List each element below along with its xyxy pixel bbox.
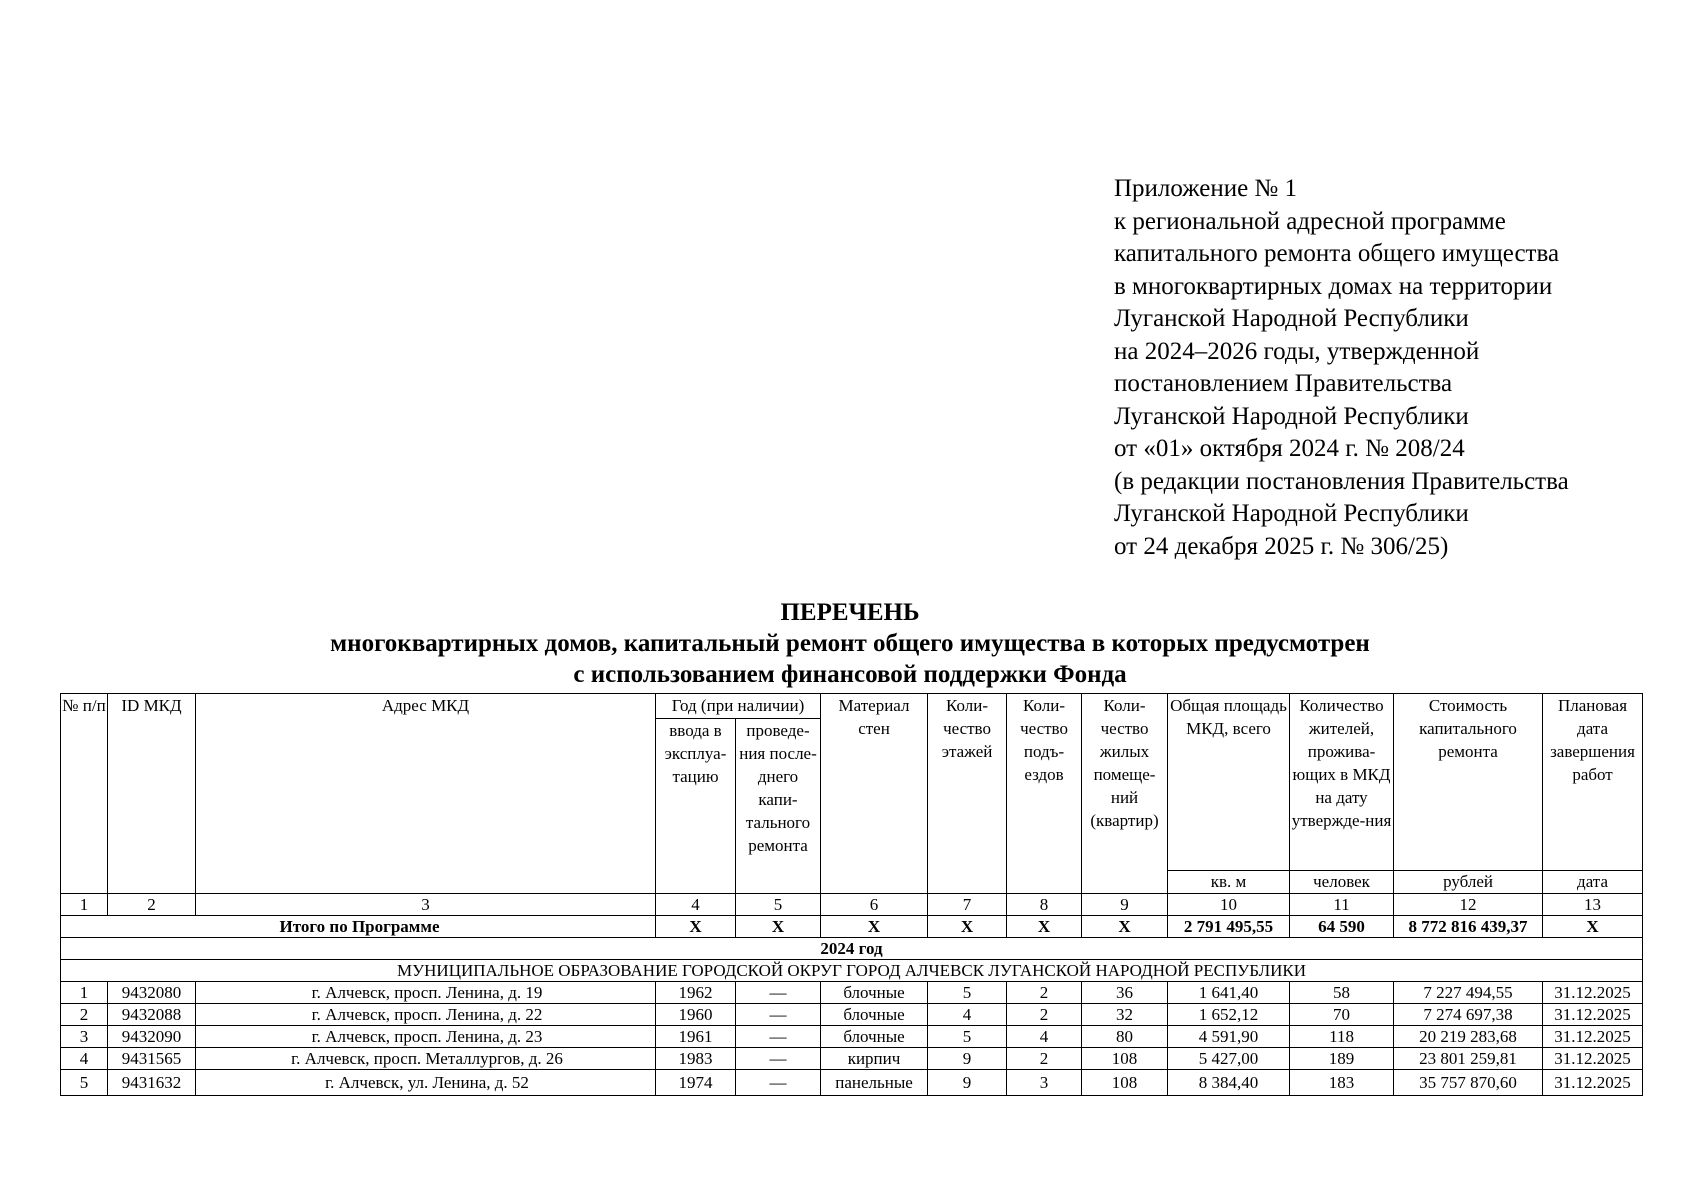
row-deadline: 31.12.2025 [1543, 1004, 1643, 1026]
row-cost: 20 219 283,68 [1394, 1026, 1543, 1048]
row-material: блочные [821, 1004, 928, 1026]
table-row [61, 1004, 1643, 1026]
header-deadline: Плановая дата завершения работ [1543, 694, 1643, 871]
row-year: 1961 [656, 1026, 736, 1048]
column-number: 7 [928, 894, 1007, 916]
row-apartments: 108 [1082, 1070, 1168, 1096]
row-material: блочные [821, 1026, 928, 1048]
row-residents: 118 [1290, 1026, 1394, 1048]
row-residents: 70 [1290, 1004, 1394, 1026]
header-wall-material: Материал стен [821, 694, 928, 894]
header-year-last-repair: проведе-ния после-днего капи-тального ремонта [736, 719, 821, 894]
row-apartments: 36 [1082, 982, 1168, 1004]
header-floors: Коли-чество этажей [928, 694, 1007, 894]
table-row [61, 1026, 1643, 1048]
column-number: 9 [1082, 894, 1168, 916]
total-residents: 64 590 [1290, 916, 1394, 938]
header-row-1 [61, 694, 1643, 719]
row-id: 9432080 [108, 982, 196, 1004]
row-num: 2 [61, 1004, 108, 1026]
total-x: X [736, 916, 821, 938]
header-year-commission: ввода в эксплуа-тацию [656, 719, 736, 894]
total-x: X [1543, 916, 1643, 938]
row-address: г. Алчевск, просп. Ленина, д. 23 [196, 1026, 656, 1048]
row-address: г. Алчевск, просп. Ленина, д. 22 [196, 1004, 656, 1026]
title-line-1: ПЕРЕЧЕНЬ [780, 599, 920, 626]
unit-area: кв. м [1168, 871, 1290, 894]
unit-residents: человек [1290, 871, 1394, 894]
column-number: 13 [1543, 894, 1643, 916]
appendix-line: (в редакции постановления Правительства [1114, 467, 1569, 495]
row-material: блочные [821, 982, 928, 1004]
appendix-note [1114, 173, 1569, 563]
row-deadline: 31.12.2025 [1543, 1026, 1643, 1048]
column-numbers-row [61, 894, 1643, 916]
row-year: 1974 [656, 1070, 736, 1096]
row-cost: 23 801 259,81 [1394, 1048, 1543, 1070]
column-number: 5 [736, 894, 821, 916]
column-number: 8 [1007, 894, 1082, 916]
total-cost: 8 772 816 439,37 [1394, 916, 1543, 938]
row-residents: 183 [1290, 1070, 1394, 1096]
column-number: 3 [196, 894, 656, 916]
appendix-line: в многоквартирных домах на территории [1114, 272, 1553, 300]
row-cost: 7 274 697,38 [1394, 1004, 1543, 1026]
title-line-3: с использованием финансовой поддержки Фонда [573, 661, 1127, 688]
row-repair: — [736, 1048, 821, 1070]
total-label: Итого по Программе [61, 916, 656, 938]
row-cost: 7 227 494,55 [1394, 982, 1543, 1004]
row-repair: — [736, 1026, 821, 1048]
header-year-group: Год (при наличии) [656, 694, 821, 719]
row-area: 4 591,90 [1168, 1026, 1290, 1048]
row-repair: — [736, 1004, 821, 1026]
total-x: X [928, 916, 1007, 938]
row-entrances: 2 [1007, 1048, 1082, 1070]
column-number: 1 [61, 894, 108, 916]
row-residents: 58 [1290, 982, 1394, 1004]
row-entrances: 3 [1007, 1070, 1082, 1096]
row-num: 5 [61, 1070, 108, 1096]
row-num: 4 [61, 1048, 108, 1070]
row-area: 1 652,12 [1168, 1004, 1290, 1026]
row-residents: 189 [1290, 1048, 1394, 1070]
municipality-row [61, 960, 1643, 982]
document-title [60, 597, 1640, 690]
row-apartments: 108 [1082, 1048, 1168, 1070]
row-address: г. Алчевск, просп. Металлургов, д. 26 [196, 1048, 656, 1070]
row-repair: — [736, 982, 821, 1004]
row-id: 9431632 [108, 1070, 196, 1096]
unit-deadline: дата [1543, 871, 1643, 894]
table-row [61, 982, 1643, 1004]
row-cost: 35 757 870,60 [1394, 1070, 1543, 1096]
total-x: X [1007, 916, 1082, 938]
appendix-line: Луганской Народной Республики [1114, 500, 1469, 527]
row-id: 9431565 [108, 1048, 196, 1070]
total-x: X [1082, 916, 1168, 938]
header-address: Адрес МКД [196, 694, 656, 894]
row-year: 1962 [656, 982, 736, 1004]
row-floors: 5 [928, 982, 1007, 1004]
row-floors: 9 [928, 1048, 1007, 1070]
row-year: 1960 [656, 1004, 736, 1026]
appendix-line: на 2024–2026 годы, утвержденной [1114, 337, 1480, 365]
total-area: 2 791 495,55 [1168, 916, 1290, 938]
row-deadline: 31.12.2025 [1543, 1048, 1643, 1070]
row-address: г. Алчевск, просп. Ленина, д. 19 [196, 982, 656, 1004]
row-floors: 5 [928, 1026, 1007, 1048]
table-row [61, 1070, 1643, 1096]
row-repair: — [736, 1070, 821, 1096]
row-apartments: 32 [1082, 1004, 1168, 1026]
unit-cost: рублей [1394, 871, 1543, 894]
year-row [61, 938, 1643, 960]
header-apartments: Коли-чество жилых помеще-ний (квартир) [1082, 694, 1168, 894]
appendix-line: от 24 декабря 2025 г. № 306/25) [1114, 532, 1449, 560]
row-area: 8 384,40 [1168, 1070, 1290, 1096]
row-entrances: 2 [1007, 982, 1082, 1004]
row-deadline: 31.12.2025 [1543, 1070, 1643, 1096]
row-entrances: 2 [1007, 1004, 1082, 1026]
header-residents: Количество жителей, прожива-ющих в МКД на дату утвержде-ния [1290, 694, 1394, 871]
column-number: 4 [656, 894, 736, 916]
header-num: № п/п [61, 694, 108, 894]
total-x: X [821, 916, 928, 938]
row-entrances: 4 [1007, 1026, 1082, 1048]
column-number: 10 [1168, 894, 1290, 916]
row-area: 5 427,00 [1168, 1048, 1290, 1070]
appendix-line: Луганской Народной Республики [1114, 305, 1469, 332]
title-line-2: многоквартирных домов, капитальный ремонт общего имущества в которых предусмотрен [330, 630, 1370, 657]
header-cost: Стоимость капитального ремонта [1394, 694, 1543, 871]
appendix-line: от «01» октября 2024 г. № 208/24 [1114, 435, 1465, 462]
row-area: 1 641,40 [1168, 982, 1290, 1004]
row-floors: 9 [928, 1070, 1007, 1096]
row-apartments: 80 [1082, 1026, 1168, 1048]
row-year: 1983 [656, 1048, 736, 1070]
header-area: Общая площадь МКД, всего [1168, 694, 1290, 871]
total-row [61, 916, 1643, 938]
year-label: 2024 год [61, 938, 1643, 960]
row-deadline: 31.12.2025 [1543, 982, 1643, 1004]
header-id: ID МКД [108, 694, 196, 894]
row-material: кирпич [821, 1048, 928, 1070]
row-material: панельные [821, 1070, 928, 1096]
appendix-line: Приложение № 1 [1114, 175, 1298, 202]
appendix-line: Луганской Народной Республики [1114, 402, 1469, 430]
appendix-line: постановлением Правительства [1114, 370, 1453, 397]
row-num: 1 [61, 982, 108, 1004]
municipality-label: МУНИЦИПАЛЬНОЕ ОБРАЗОВАНИЕ ГОРОДСКОЙ ОКРУГ ГОРОД АЛЧЕВСК ЛУГАНСКОЙ НАРОДНОЙ РЕСПУБЛИКИ [61, 960, 1643, 982]
appendix-line: капитального ремонта общего имущества [1114, 240, 1560, 267]
row-floors: 4 [928, 1004, 1007, 1026]
column-number: 2 [108, 894, 196, 916]
column-number: 11 [1290, 894, 1394, 916]
appendix-line: к региональной адресной программе [1114, 207, 1506, 235]
row-address: г. Алчевск, ул. Ленина, д. 52 [196, 1070, 656, 1096]
column-number: 6 [821, 894, 928, 916]
column-number: 12 [1394, 894, 1543, 916]
row-id: 9432090 [108, 1026, 196, 1048]
row-num: 3 [61, 1026, 108, 1048]
header-entrances: Коли-чество подъ-ездов [1007, 694, 1082, 894]
table-row [61, 1048, 1643, 1070]
houses-table [60, 693, 1643, 1096]
row-id: 9432088 [108, 1004, 196, 1026]
total-x: X [656, 916, 736, 938]
